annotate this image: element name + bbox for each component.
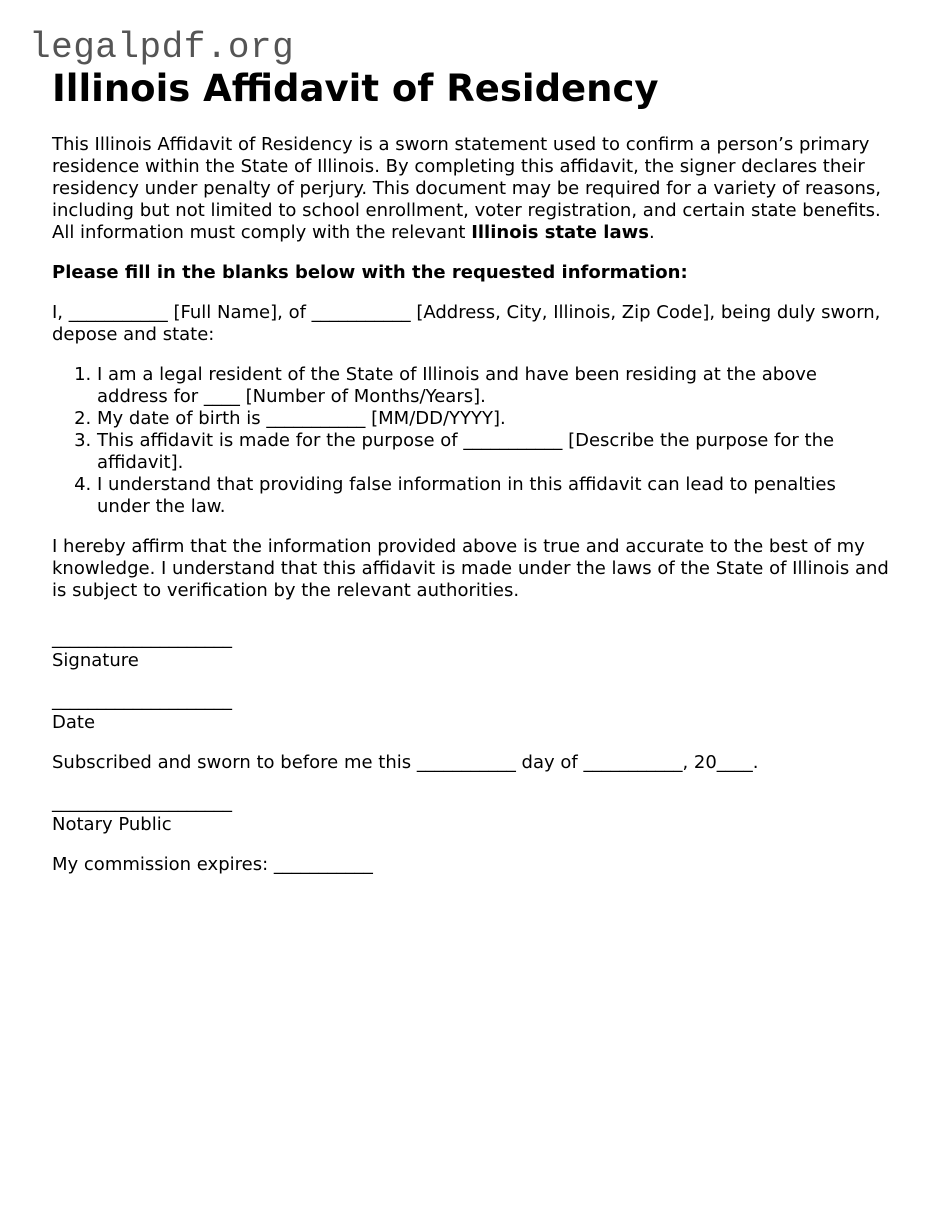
affidavit-document (52, 64, 892, 876)
instructions-heading: Please fill in the blanks below with the requested information: (52, 262, 688, 283)
affirmation-paragraph: I hereby affirm that the information provided above is true and accurate to the best of my knowledge. I understand that this affidavit is made under the laws of the State of Illinois and is subject to verification by the relevant authorities. (52, 536, 889, 601)
intro-text: This Illinois Affidavit of Residency is a sworn statement used to confirm a person’s primary residence within the State of Illinois. By completing this affidavit, the signer declares their residency under penalty of perjury. This document may be required for a variety of reasons, including but not limited to school enrollment, voter registration, and certain state benefits. All information must comply with the relevant (52, 134, 881, 243)
page-title: Illinois Affidavit of Residency (52, 67, 659, 110)
subscribed-statement: Subscribed and sworn to before me this ___________ day of ___________, 20____. (52, 752, 759, 773)
signature-block (52, 628, 892, 672)
date-label: Date (52, 712, 96, 733)
intro-bold-laws: Illinois state laws (471, 222, 649, 243)
date-block (52, 690, 892, 734)
notary-block (52, 792, 892, 836)
residency-statement: I, ___________ [Full Name], of ___________ [Address, City, Illinois, Zip Code], being duly sworn, depose and state: (52, 302, 881, 345)
notary-label: Notary Public (52, 814, 172, 835)
declarations-list (52, 364, 892, 518)
intro-end: . (648, 222, 655, 243)
signature-label: Signature (52, 650, 139, 671)
signature-line: ____________________ (52, 628, 232, 649)
date-line: ____________________ (52, 690, 232, 711)
intro-paragraph (52, 134, 892, 244)
notary-line: ____________________ (52, 792, 232, 813)
watermark: legalpdf.org (29, 27, 295, 68)
commission-expires: My commission expires: ___________ (52, 854, 373, 875)
list-item: 4. I understand that providing false information in this affidavit can lead to penalties under the law. (97, 474, 892, 518)
list-item: 1. I am a legal resident of the State of Illinois and have been residing at the above address for ____ [Number of Months/Years]. (97, 364, 892, 408)
list-item: 3. This affidavit is made for the purpose of ___________ [Describe the purpose for the affidavit]. (97, 430, 892, 474)
list-item: 2. My date of birth is ___________ [MM/DD/YYYY]. (97, 408, 892, 430)
